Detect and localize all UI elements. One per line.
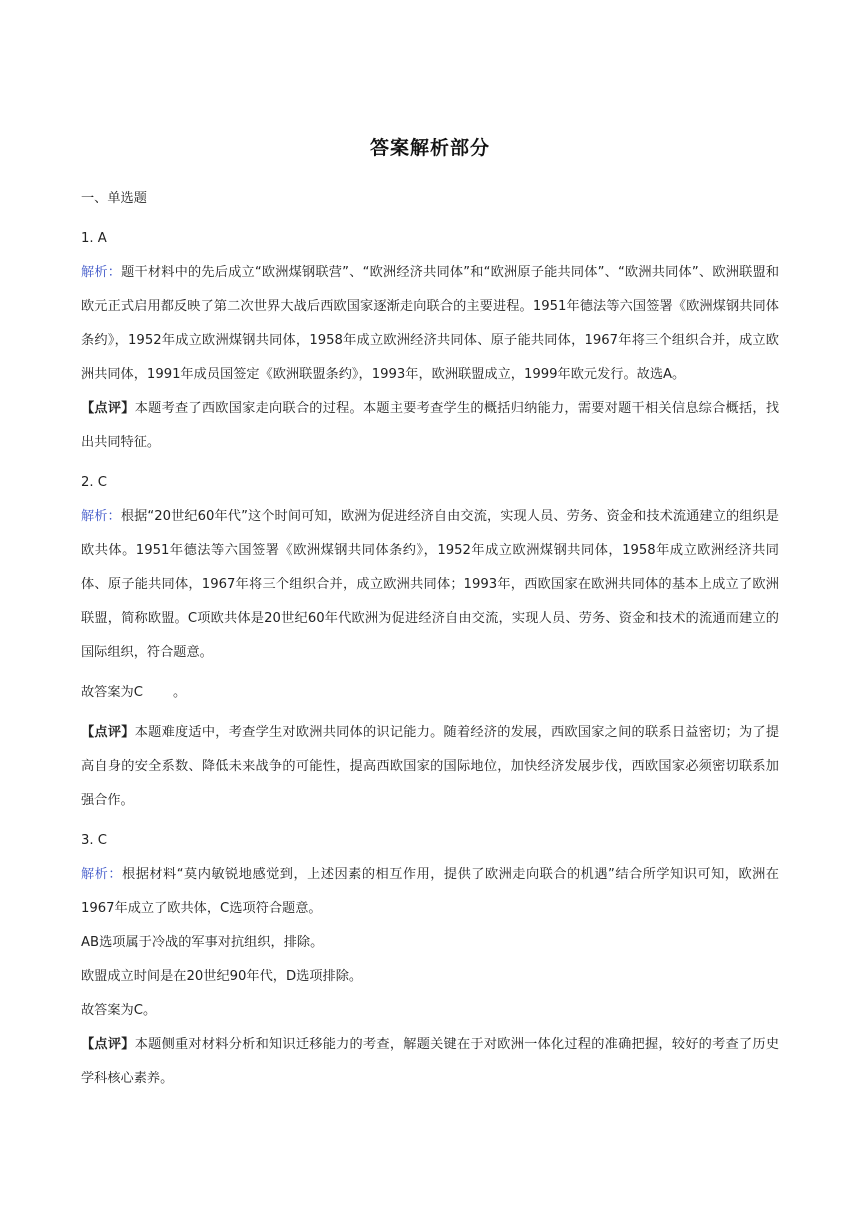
comment-label: 【点评】 [81, 725, 135, 740]
comment-label: 【点评】 [81, 401, 135, 416]
section-heading: 一、单选题 [81, 191, 147, 206]
question-3-comment-text: 本题侧重对材料分析和知识迁移能力的考查，解题关键在于对欧洲一体化过程的准确把握，较好的考查了历史学科核心素养。 [81, 1037, 780, 1086]
question-2-comment [81, 716, 779, 818]
question-2-analysis-text: 根据“20世纪60年代”这个时间可知，欧洲为促进经济自由交流，实现人员、劳务、资金和技术流通建立的组织是欧共体。1951年德法等六国签署《欧洲煤钢共同体条约》，1952年成立欧洲煤钢共同体，1958年成立欧洲经济共同体、原子能共同体，1967年将三个组织合并，成立欧洲共同体；1993年，西欧国家在欧洲共同体的基本上成立了欧洲联盟，简称欧盟。C项欧共体是20世纪60年代欧洲为促进经济自由交流，实现人员、劳务、资金和技术的流通而建立的国际组织，符合题意。 [81, 509, 779, 660]
page-title: 答案解析部分 [369, 137, 490, 159]
question-1-answer: 1. A [81, 231, 107, 246]
analysis-label: 解析： [81, 509, 121, 524]
question-1-analysis [81, 256, 779, 392]
question-3-answer: 3. C [81, 833, 107, 848]
question-3-comment [81, 1028, 779, 1096]
question-1-analysis-text: 题干材料中的先后成立“欧洲煤钢联营”、“欧洲经济共同体”和“欧洲原子能共同体”、“欧洲共同体”、欧洲联盟和欧元正式启用都反映了第二次世界大战后西欧国家逐渐走向联合的主要进程。1951年德法等六国签署《欧洲煤钢共同体条约》，1952年成立欧洲煤钢共同体，1958年成立欧洲经济共同体、原子能共同体，1967年将三个组织合并，成立欧洲共同体，1991年成员国签定《欧洲联盟条约》，1993年，欧洲联盟成立，1999年欧元发行。故选A。 [81, 265, 780, 382]
analysis-label: 解析： [81, 867, 123, 882]
question-3-analysis [81, 858, 779, 926]
question-2-final-answer [81, 676, 779, 710]
question-3-analysis-text: 根据材料“莫内敏锐地感觉到，上述因素的相互作用，提供了欧洲走向联合的机遇”结合所学知识可知，欧洲在1967年成立了欧共体，C选项符合题意。 [81, 867, 779, 916]
question-2-final-answer-text: 故答案为C [81, 685, 143, 700]
question-2-comment-text: 本题难度适中，考查学生对欧洲共同体的识记能力。随着经济的发展，西欧国家之间的联系日益密切；为了提高自身的安全系数、降低未来战争的可能性，提高西欧国家的国际地位，加快经济发展步伐，西欧国家必须密切联系加强合作。 [81, 725, 780, 808]
question-2-answer: 2. C [81, 475, 107, 490]
question-1-comment [81, 392, 779, 460]
comment-label: 【点评】 [81, 1037, 135, 1052]
question-3-note-1: AB选项属于冷战的军事对抗组织，排除。 [81, 935, 324, 950]
question-3-final-answer: 故答案为C。 [81, 1003, 157, 1018]
question-2-final-answer-tail: 。 [172, 685, 187, 700]
question-2-analysis [81, 500, 779, 670]
answer-content [81, 182, 779, 1096]
question-1-comment-text: 本题考查了西欧国家走向联合的过程。本题主要考查学生的概括归纳能力，需要对题干相关信息综合概括，找出共同特征。 [81, 401, 780, 450]
question-3-note-2: 欧盟成立时间是在20世纪90年代，D选项排除。 [81, 969, 363, 984]
analysis-label: 解析： [81, 265, 122, 280]
